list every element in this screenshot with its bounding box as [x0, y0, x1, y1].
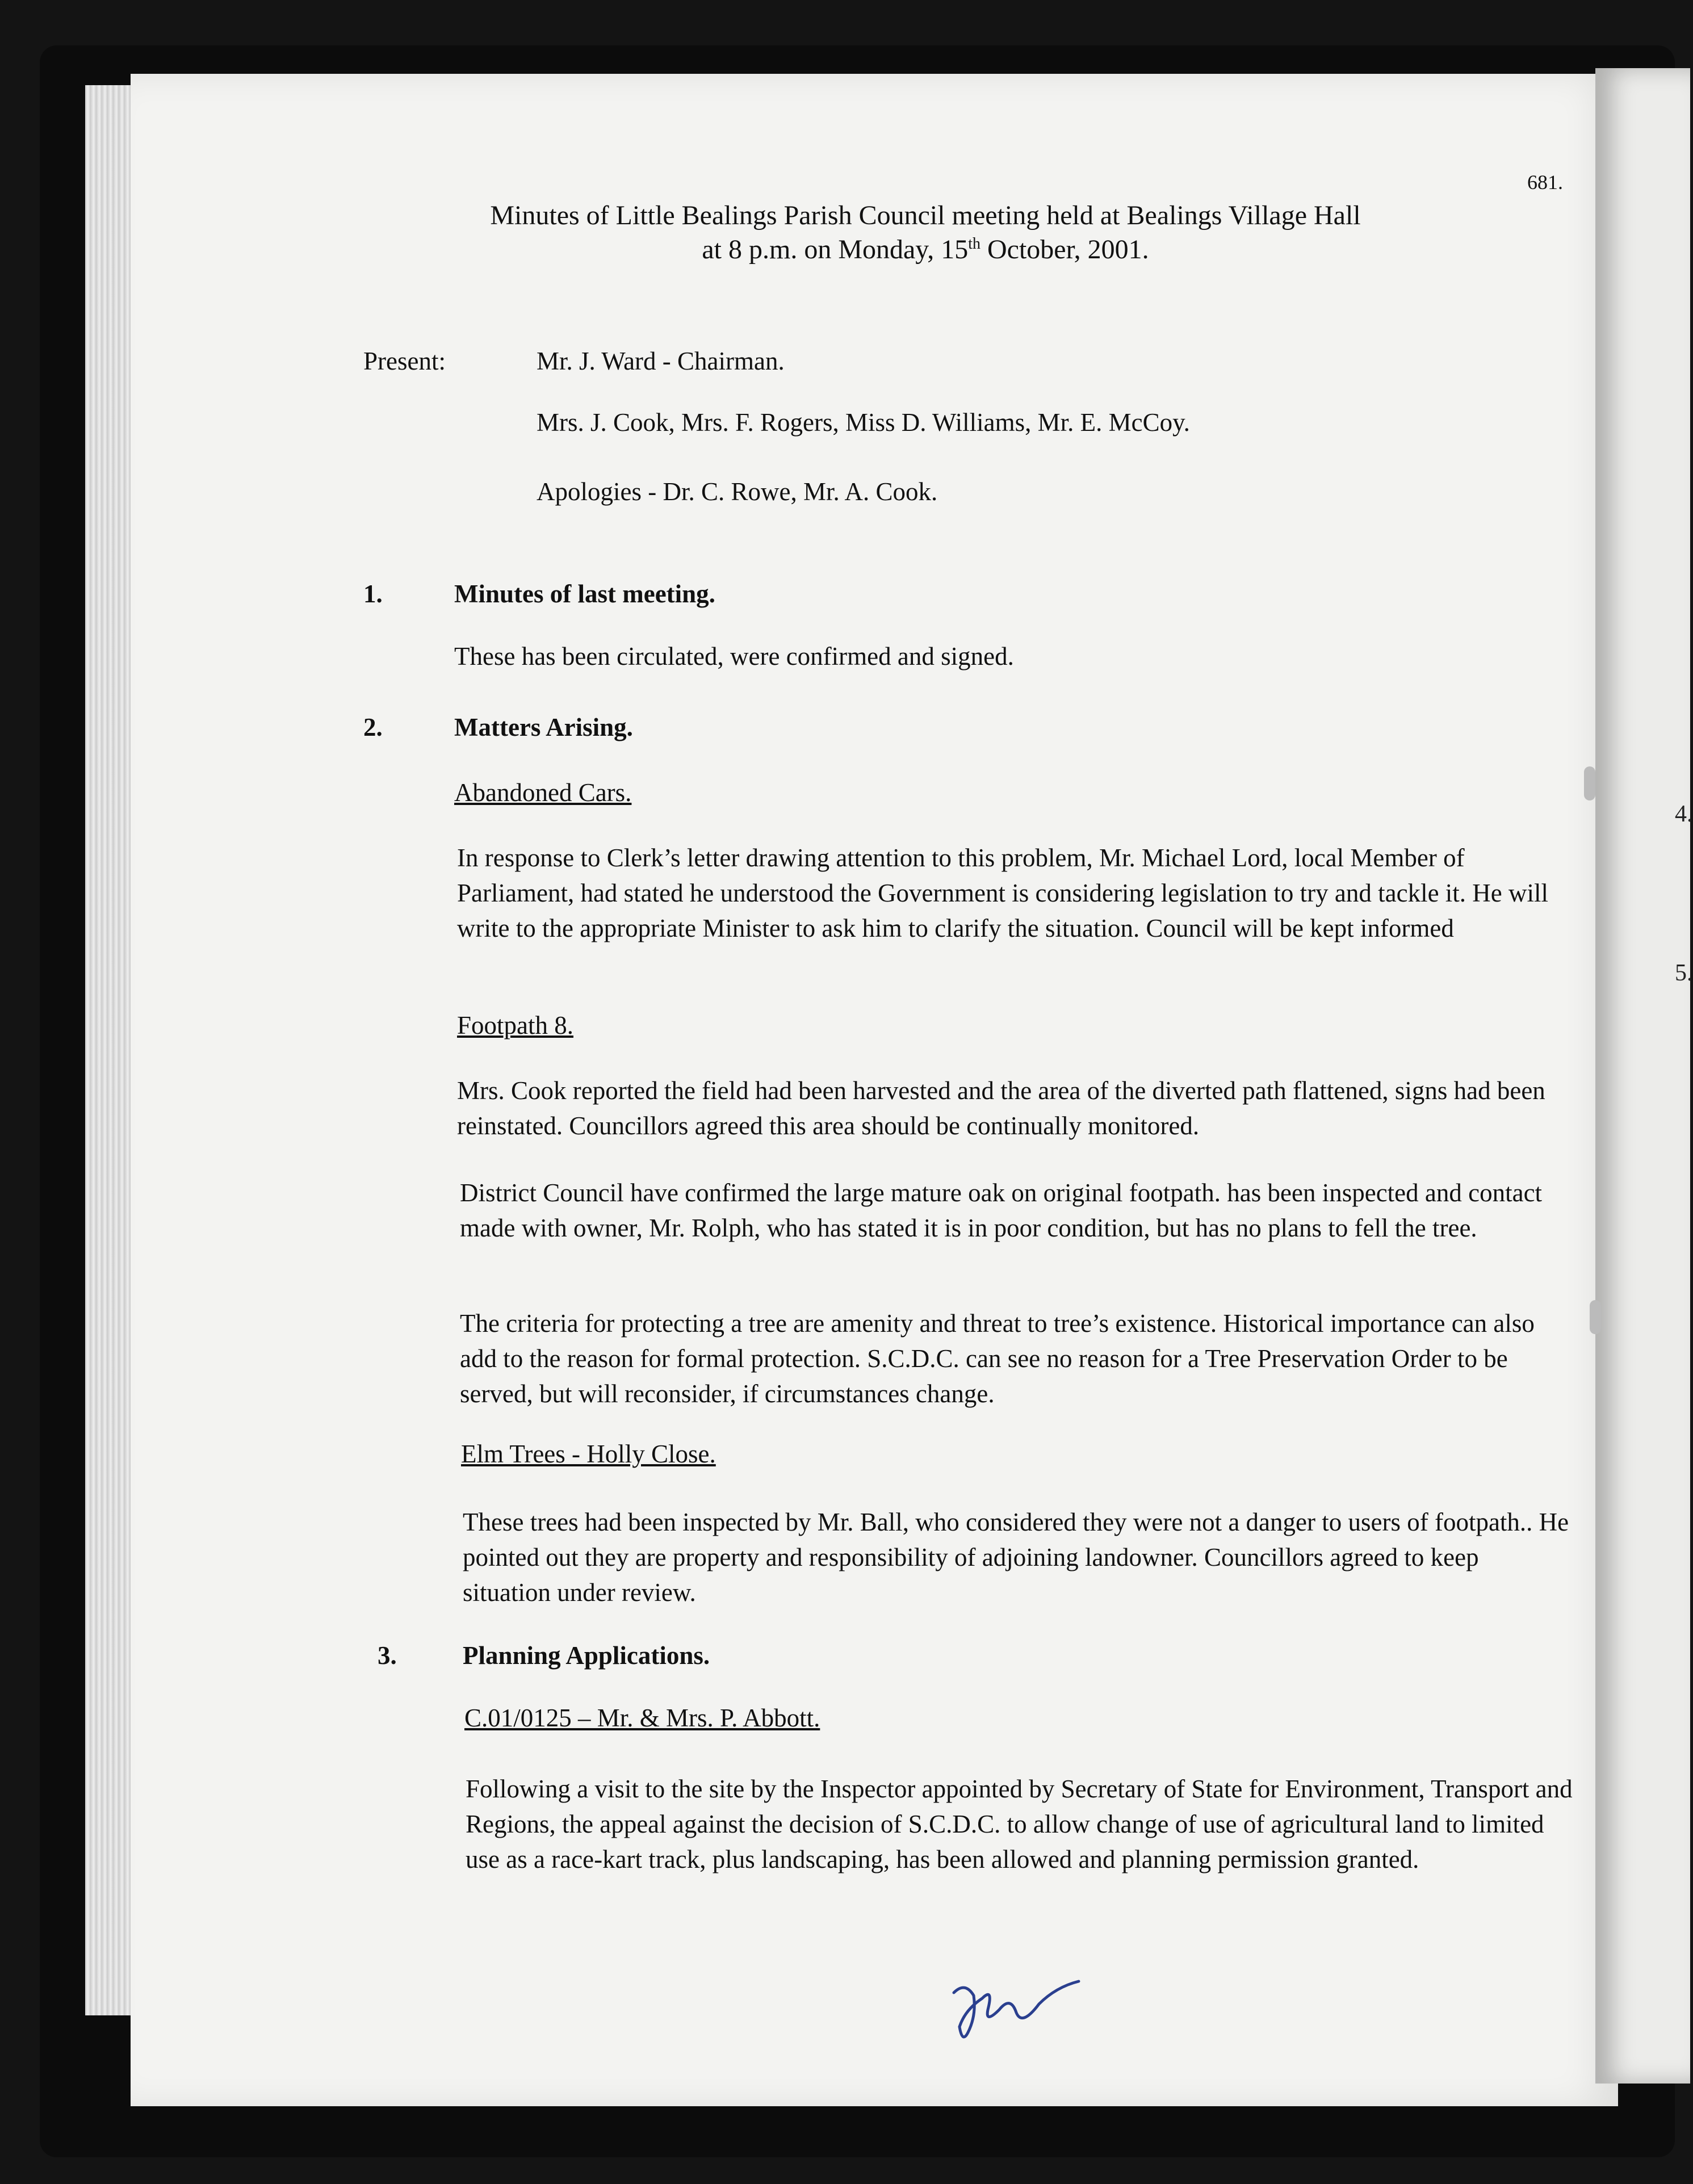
subheading: C.01/0125 – Mr. & Mrs. P. Abbott.: [464, 1704, 820, 1732]
section-number: 3.: [378, 1641, 397, 1670]
apologies: Apologies - Dr. C. Rowe, Mr. A. Cook.: [537, 477, 938, 506]
title-line-2: at 8 p.m. on Monday, 15th October, 2001.: [702, 234, 1149, 265]
paragraph: Following a visit to the site by the Inspector appointed by Secretary of State for Environment, Transport and Regions, the appeal against the decision of S.C.D.C. to allow change of use of agricultural land to limited use as a race-kart track, plus landscaping, has been allowed and planning permission granted.: [466, 1775, 1573, 1873]
paragraph: The criteria for protecting a tree are amenity and threat to tree’s existence. Historical importance can also add to the reason for formal protection. S.C.D.C. can see no reason for a Tree Preservation Order to be served, but will reconsider, if circumstances change.: [460, 1309, 1535, 1408]
section-number: 1.: [363, 580, 383, 608]
binder-ring: [1584, 766, 1595, 800]
paragraph: These trees had been inspected by Mr. Ball, who considered they were not a danger to users of footpath.. He pointed out they are property and responsibility of adjoining landowner. Councillors agreed to keep situation under review.: [463, 1508, 1569, 1607]
title-line-1: Minutes of Little Bealings Parish Council meeting held at Bealings Village Hall: [490, 200, 1361, 230]
chairman: Mr. J. Ward - Chairman.: [537, 347, 785, 375]
section-text: These has been circulated, were confirmed and signed.: [454, 642, 1014, 670]
paragraph: In response to Clerk’s letter drawing attention to this problem, Mr. Michael Lord, local Member of Parliament, had stated he understood the Government is considering legislation to try and tackle it. He will write to the appropriate Minister to ask him to clarify the situation. Council will be kept informed: [457, 844, 1549, 942]
paragraph: Mrs. Cook reported the field had been harvested and the area of the diverted path flattened, signs had been reinstated. Councillors agreed this area should be continually monitored.: [457, 1076, 1545, 1140]
next-page-item-5: 5.: [1675, 960, 1693, 986]
page-number: 681.: [1527, 171, 1563, 194]
members-present: Mrs. J. Cook, Mrs. F. Rogers, Miss D. Williams, Mr. E. McCoy.: [537, 408, 1190, 437]
subheading: Elm Trees - Holly Close.: [461, 1440, 716, 1468]
adjacent-page: [1595, 68, 1693, 2084]
binder-ring: [1590, 1300, 1601, 1334]
subheading: Abandoned Cars.: [454, 778, 632, 807]
paragraph: District Council have confirmed the large mature oak on original footpath. has been inspected and contact made with owner, Mr. Rolph, who has stated it is in poor condition, but has no plans to fell the tree.: [460, 1179, 1543, 1242]
section-title: Minutes of last meeting.: [454, 580, 715, 608]
section-number: 2.: [363, 713, 383, 741]
next-page-item-4: 4.: [1675, 801, 1693, 827]
present-label: Present:: [363, 347, 446, 375]
section-title: Planning Applications.: [463, 1641, 710, 1670]
section-title: Matters Arising.: [454, 713, 633, 741]
page-title: [369, 199, 1482, 267]
signature: [942, 1970, 1090, 2058]
subheading: Footpath 8.: [457, 1011, 574, 1039]
